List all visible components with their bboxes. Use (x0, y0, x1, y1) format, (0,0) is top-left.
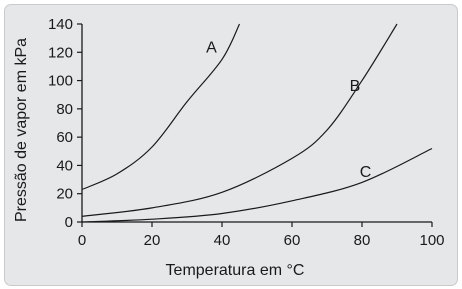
curve-label-b: B (349, 77, 361, 95)
y-tick-label: 60 (56, 129, 73, 147)
y-tick-label: 0 (64, 214, 73, 231)
y-tick-label: 20 (56, 185, 73, 203)
y-tick-label: 40 (56, 157, 73, 175)
x-tick-label: 100 (419, 232, 445, 249)
curve-label-c: C (359, 164, 372, 182)
x-tick-label: 80 (353, 232, 371, 249)
curve-label-a: A (206, 39, 217, 57)
curves (82, 24, 432, 222)
x-tick-label: 40 (213, 232, 231, 249)
y-tick-label: 120 (47, 44, 73, 62)
y-tick-label: 80 (56, 100, 73, 118)
y-tick-label: 140 (47, 16, 73, 33)
y-axis-label: Pressão de vapor em kPa (13, 37, 30, 223)
x-tick-label: 60 (283, 232, 301, 249)
x-tick-label: 20 (143, 232, 161, 249)
curve-b (82, 24, 397, 216)
x-axis-label: Temperatura em °C (165, 262, 305, 279)
y-tick-label: 100 (47, 72, 73, 90)
x-tick-label: 0 (77, 232, 87, 249)
